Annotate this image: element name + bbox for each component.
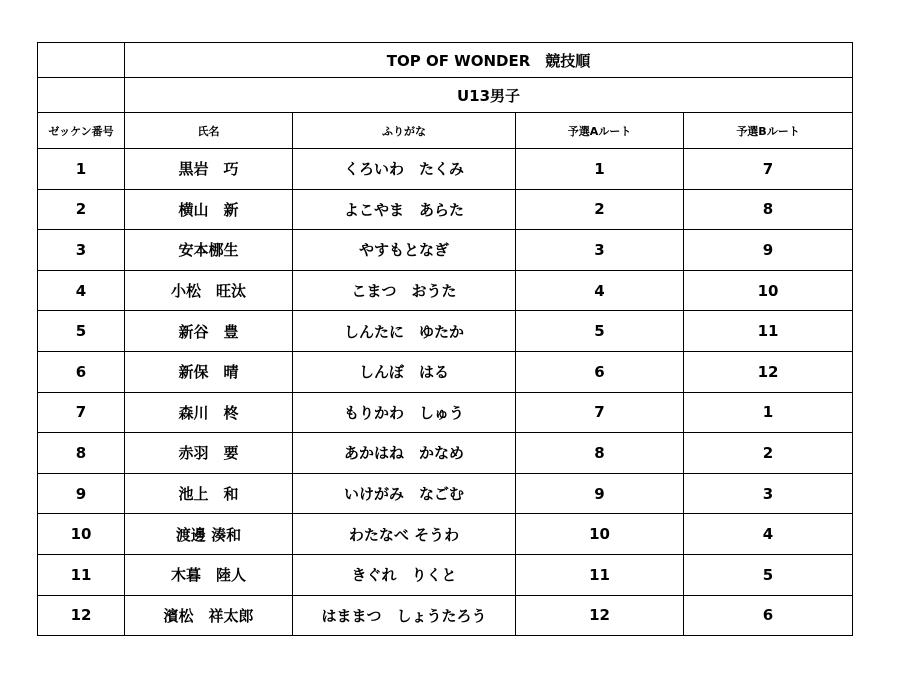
route-a-cell: 6 [516, 351, 684, 392]
title-row [38, 43, 853, 78]
kana-cell: はままつ しょうたろう [293, 595, 516, 636]
table-row [38, 473, 853, 514]
route-a-cell: 3 [516, 230, 684, 271]
bib-cell: 6 [38, 351, 125, 392]
table-row [38, 595, 853, 636]
name-cell: 池上 和 [125, 473, 293, 514]
name-cell: 赤羽 要 [125, 433, 293, 474]
table-row [38, 514, 853, 555]
table-row [38, 311, 853, 352]
kana-cell: きぐれ りくと [293, 554, 516, 595]
table-row [38, 230, 853, 271]
route-a-cell: 4 [516, 270, 684, 311]
route-a-cell: 1 [516, 149, 684, 190]
start-order-table [37, 42, 853, 636]
bib-cell: 4 [38, 270, 125, 311]
header-row [38, 113, 853, 149]
kana-cell: こまつ おうた [293, 270, 516, 311]
bib-cell: 9 [38, 473, 125, 514]
route-b-cell: 3 [684, 473, 853, 514]
name-cell: 小松 旺汰 [125, 270, 293, 311]
name-cell: 安本梛生 [125, 230, 293, 271]
route-a-cell: 12 [516, 595, 684, 636]
route-a-cell: 8 [516, 433, 684, 474]
name-cell: 新保 晴 [125, 351, 293, 392]
header-route-a: 予選Aルート [516, 113, 684, 149]
route-b-cell: 4 [684, 514, 853, 555]
route-b-cell: 1 [684, 392, 853, 433]
table-row [38, 433, 853, 474]
bib-cell: 1 [38, 149, 125, 190]
route-b-cell: 6 [684, 595, 853, 636]
table-row [38, 392, 853, 433]
route-b-cell: 8 [684, 189, 853, 230]
kana-cell: くろいわ たくみ [293, 149, 516, 190]
route-b-cell: 11 [684, 311, 853, 352]
name-cell: 新谷 豊 [125, 311, 293, 352]
name-cell: 濱松 祥太郎 [125, 595, 293, 636]
bib-cell: 10 [38, 514, 125, 555]
header-route-b: 予選Bルート [684, 113, 853, 149]
kana-cell: しんたに ゆたか [293, 311, 516, 352]
name-cell: 森川 柊 [125, 392, 293, 433]
table-row [38, 189, 853, 230]
bib-cell: 12 [38, 595, 125, 636]
bib-cell: 3 [38, 230, 125, 271]
blank-cell [38, 78, 125, 113]
kana-cell: わたなべ そうわ [293, 514, 516, 555]
name-cell: 渡邊 湊和 [125, 514, 293, 555]
kana-cell: もりかわ しゅう [293, 392, 516, 433]
route-a-cell: 7 [516, 392, 684, 433]
table-row [38, 149, 853, 190]
header-kana: ふりがな [293, 113, 516, 149]
route-b-cell: 2 [684, 433, 853, 474]
bib-cell: 2 [38, 189, 125, 230]
header-name: 氏名 [125, 113, 293, 149]
bib-cell: 5 [38, 311, 125, 352]
route-b-cell: 9 [684, 230, 853, 271]
bib-cell: 8 [38, 433, 125, 474]
route-b-cell: 10 [684, 270, 853, 311]
route-a-cell: 9 [516, 473, 684, 514]
bib-cell: 11 [38, 554, 125, 595]
kana-cell: あかはね かなめ [293, 433, 516, 474]
category-row [38, 78, 853, 113]
route-b-cell: 5 [684, 554, 853, 595]
kana-cell: しんぼ はる [293, 351, 516, 392]
route-a-cell: 11 [516, 554, 684, 595]
kana-cell: やすもとなぎ [293, 230, 516, 271]
name-cell: 黒岩 巧 [125, 149, 293, 190]
page-title: TOP OF WONDER 競技順 [125, 43, 853, 78]
route-b-cell: 12 [684, 351, 853, 392]
table-row [38, 270, 853, 311]
route-a-cell: 2 [516, 189, 684, 230]
table-row [38, 554, 853, 595]
route-b-cell: 7 [684, 149, 853, 190]
category-label: U13男子 [125, 78, 853, 113]
route-a-cell: 10 [516, 514, 684, 555]
header-bib: ゼッケン番号 [38, 113, 125, 149]
name-cell: 木暮 陸人 [125, 554, 293, 595]
blank-cell [38, 43, 125, 78]
bib-cell: 7 [38, 392, 125, 433]
name-cell: 横山 新 [125, 189, 293, 230]
kana-cell: いけがみ なごむ [293, 473, 516, 514]
route-a-cell: 5 [516, 311, 684, 352]
table-row [38, 351, 853, 392]
kana-cell: よこやま あらた [293, 189, 516, 230]
